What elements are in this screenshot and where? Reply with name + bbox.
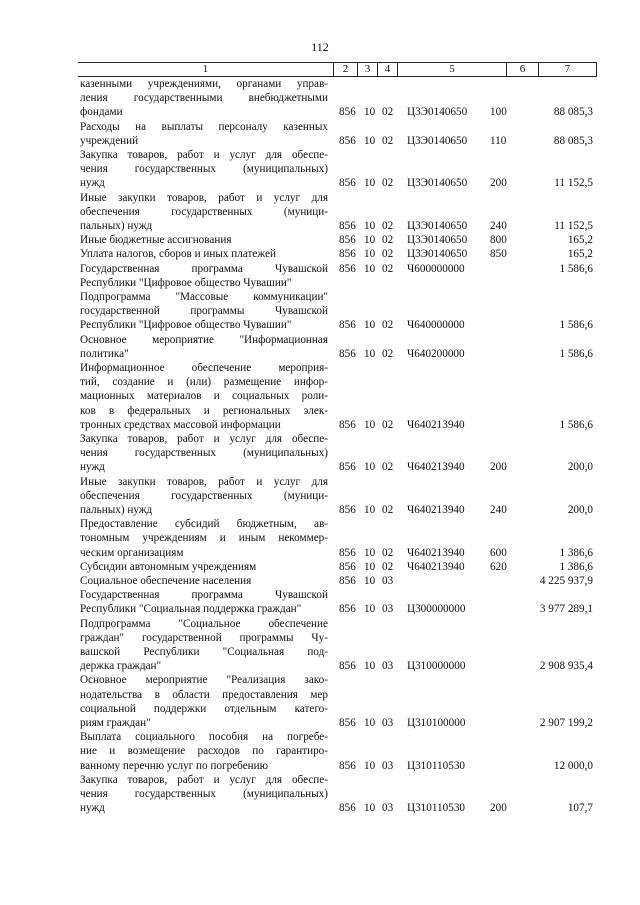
cell-ministry-code: 856 xyxy=(339,319,356,332)
cell-amount: 12 000,0 xyxy=(553,759,593,772)
row-description xyxy=(80,77,328,120)
row-description xyxy=(80,673,328,730)
description-line: фондами xyxy=(80,106,123,119)
row-description xyxy=(80,517,328,560)
table-row xyxy=(0,617,640,674)
cell-target-article: Ц3Э0140650 xyxy=(407,177,468,190)
cell-ministry-code: 856 xyxy=(339,716,356,729)
description-line: Подпрограмма "Социальное обеспечение xyxy=(80,617,328,630)
cell-ministry-code: 856 xyxy=(339,660,356,673)
description-line: Предоставление субсидий бюджетным, ав- xyxy=(80,518,328,531)
cell-section: 10 xyxy=(364,234,376,247)
row-description xyxy=(80,120,328,148)
description-line: чения государственных (муниципальных) xyxy=(80,447,328,460)
cell-section: 10 xyxy=(364,134,376,147)
cell-ministry-code: 856 xyxy=(339,177,356,190)
cell-amount: 165,2 xyxy=(567,248,593,261)
cell-target-article: Ч640200000 xyxy=(407,347,465,360)
table-row xyxy=(0,333,640,361)
table-row xyxy=(0,574,640,588)
description-line: Иные закупки товаров, работ и услуг для xyxy=(80,191,328,204)
table-row xyxy=(0,148,640,191)
cell-amount: 1 386,6 xyxy=(559,560,593,573)
description-line: политика" xyxy=(80,347,129,360)
cell-ministry-code: 856 xyxy=(339,219,356,232)
cell-subsection: 03 xyxy=(382,660,394,673)
table-row xyxy=(0,432,640,475)
description-line: Информационное обеспечение мероприя- xyxy=(80,362,328,374)
cell-target-article: Ц3Э0140650 xyxy=(407,106,468,119)
cell-target-article: Ч640000000 xyxy=(407,319,465,332)
description-line: ванному перечню услуг по погребению xyxy=(80,759,268,772)
description-line: социальной поддержки отдельным катего- xyxy=(80,702,328,715)
row-description xyxy=(80,233,328,247)
header-col-1: 1 xyxy=(202,63,209,75)
row-description xyxy=(80,588,328,616)
description-line: Уплата налогов, сборов и иных платежей xyxy=(80,248,276,261)
row-description xyxy=(80,191,328,234)
cell-target-article: Ц300000000 xyxy=(407,603,466,616)
cell-amount: 1 586,6 xyxy=(559,319,593,332)
cell-target-article: Ц310000000 xyxy=(407,660,466,673)
cell-ministry-code: 856 xyxy=(339,603,356,616)
table-row xyxy=(0,560,640,574)
table-row xyxy=(0,77,640,120)
description-line: риям граждан" xyxy=(80,717,151,729)
table-row xyxy=(0,247,640,261)
cell-ministry-code: 856 xyxy=(339,134,356,147)
cell-ministry-code: 856 xyxy=(339,802,356,815)
cell-subsection: 02 xyxy=(382,418,394,431)
description-line: ления государственными внебюджетными xyxy=(80,92,328,105)
description-line: Расходы на выплаты персоналу казенных xyxy=(80,120,328,133)
cell-amount: 2 908 935,4 xyxy=(539,660,593,673)
row-description xyxy=(80,333,328,361)
description-line: Субсидии автономным учреждениям xyxy=(80,560,257,573)
cell-ministry-code: 856 xyxy=(339,546,356,559)
description-line: Социальное обеспечение населения xyxy=(80,575,252,587)
cell-section: 10 xyxy=(364,347,376,360)
row-description xyxy=(80,475,328,518)
cell-ministry-code: 856 xyxy=(339,248,356,261)
table-row xyxy=(0,773,640,816)
description-line: Основное мероприятие "Информационная xyxy=(80,333,328,346)
header-col-7: 7 xyxy=(538,63,597,76)
cell-subsection: 02 xyxy=(382,461,394,474)
table-row xyxy=(0,120,640,148)
table-row xyxy=(0,233,640,247)
cell-expense-type: 200 xyxy=(490,177,507,190)
cell-subsection: 02 xyxy=(382,234,394,247)
description-line: Основное мероприятие "Реализация зако- xyxy=(80,674,328,687)
description-line: нужд xyxy=(80,177,105,190)
cell-section: 10 xyxy=(364,759,376,772)
cell-section: 10 xyxy=(364,603,376,616)
cell-amount: 11 152,5 xyxy=(554,177,593,190)
cell-section: 10 xyxy=(364,262,376,275)
row-description xyxy=(80,361,328,432)
description-line: Закупка товаров, работ и услуг для обеспе- xyxy=(80,433,328,445)
page-number: 112 xyxy=(311,40,329,54)
cell-expense-type: 600 xyxy=(490,546,507,559)
cell-subsection: 02 xyxy=(382,134,394,147)
cell-subsection: 03 xyxy=(382,716,394,729)
description-line: Республики "Цифровое общество Чувашии" xyxy=(80,319,292,332)
cell-ministry-code: 856 xyxy=(339,461,356,474)
table-row xyxy=(0,588,640,616)
row-description xyxy=(80,290,328,333)
table-row xyxy=(0,191,640,234)
table-row xyxy=(0,361,640,432)
cell-amount: 165,2 xyxy=(567,234,593,247)
description-line: чения государственных (муниципальных) xyxy=(80,788,328,800)
description-line: держка граждан" xyxy=(80,660,162,673)
cell-amount: 1 386,6 xyxy=(559,546,593,559)
cell-expense-type: 850 xyxy=(490,248,507,261)
cell-expense-type: 620 xyxy=(490,560,507,573)
cell-ministry-code: 856 xyxy=(339,759,356,772)
cell-expense-type: 800 xyxy=(490,234,507,247)
cell-expense-type: 240 xyxy=(490,219,507,232)
cell-section: 10 xyxy=(364,248,376,261)
cell-section: 10 xyxy=(364,575,376,587)
description-line: граждан" государственной программы Чу- xyxy=(80,631,328,644)
cell-subsection: 02 xyxy=(382,177,394,190)
description-line: чения государственных (муниципальных) xyxy=(80,163,328,176)
cell-section: 10 xyxy=(364,503,376,516)
cell-target-article: Ц310110530 xyxy=(407,802,466,815)
row-description xyxy=(80,432,328,475)
row-description xyxy=(80,247,328,261)
table-row xyxy=(0,262,640,290)
cell-amount: 200,0 xyxy=(567,461,593,474)
cell-amount: 3 977 289,1 xyxy=(539,603,593,616)
cell-target-article: Ц310100000 xyxy=(407,716,466,729)
cell-amount: 88 085,3 xyxy=(553,134,593,147)
description-line: пальных) нужд xyxy=(80,220,153,232)
description-line: Иные бюджетные ассигнования xyxy=(80,234,232,247)
cell-amount: 11 152,5 xyxy=(554,219,593,232)
cell-section: 10 xyxy=(364,106,376,119)
cell-amount: 107,7 xyxy=(567,802,593,815)
cell-subsection: 02 xyxy=(382,106,394,119)
cell-section: 10 xyxy=(364,418,376,431)
cell-expense-type: 200 xyxy=(490,461,507,474)
cell-subsection: 03 xyxy=(382,575,394,587)
cell-amount: 1 586,6 xyxy=(559,262,593,275)
cell-target-article: Ч640213940 xyxy=(407,418,465,431)
description-line: обеспечения государственных (муници- xyxy=(80,205,328,218)
row-description xyxy=(80,617,328,674)
cell-amount: 2 907 199,2 xyxy=(539,716,593,729)
description-line: нодательства в области предоставления мер xyxy=(80,688,328,701)
cell-section: 10 xyxy=(364,802,376,815)
description-line: обеспечения государственных (муници- xyxy=(80,489,328,502)
row-description xyxy=(80,148,328,191)
cell-expense-type: 110 xyxy=(490,134,507,147)
description-line: Иные закупки товаров, работ и услуг для xyxy=(80,475,328,488)
row-description xyxy=(80,773,328,816)
cell-subsection: 02 xyxy=(382,262,394,275)
cell-subsection: 02 xyxy=(382,347,394,360)
description-line: тономным учреждениям и иным некоммер- xyxy=(80,532,328,545)
cell-ministry-code: 856 xyxy=(339,575,356,587)
description-line: ние и возмещение расходов по гарантиро- xyxy=(80,745,328,758)
cell-target-article: Ц3Э0140650 xyxy=(407,134,468,147)
cell-expense-type: 200 xyxy=(490,802,507,815)
cell-subsection: 02 xyxy=(382,560,394,573)
cell-ministry-code: 856 xyxy=(339,106,356,119)
table-row xyxy=(0,290,640,333)
description-line: ков в федеральных и региональных элек- xyxy=(80,404,328,417)
header-col-6: 6 xyxy=(506,63,538,76)
cell-ministry-code: 856 xyxy=(339,560,356,573)
description-line: Республики "Цифровое общество Чувашии" xyxy=(80,276,292,289)
cell-section: 10 xyxy=(364,716,376,729)
description-line: тронных средствах массовой информации xyxy=(80,418,281,431)
cell-subsection: 03 xyxy=(382,802,394,815)
cell-ministry-code: 856 xyxy=(339,503,356,516)
description-line: Закупка товаров, работ и услуг для обеспе- xyxy=(80,773,328,786)
cell-target-article: Ч600000000 xyxy=(407,262,465,275)
description-line: Государственная программа Чувашской xyxy=(80,589,328,602)
cell-subsection: 03 xyxy=(382,759,394,772)
description-line: тий, создание и (или) размещение инфор- xyxy=(80,376,328,389)
description-line: Подпрограмма "Массовые коммуникации" xyxy=(80,291,328,303)
row-description xyxy=(80,560,328,574)
row-description xyxy=(80,574,328,588)
row-description xyxy=(80,730,328,773)
cell-target-article: Ц3Э0140650 xyxy=(407,248,468,261)
header-col-5: 5 xyxy=(397,63,506,76)
description-line: Выплата социального пособия на погребе- xyxy=(80,731,328,744)
description-line: вашской Республики "Социальная под- xyxy=(80,646,328,658)
cell-section: 10 xyxy=(364,660,376,673)
cell-ministry-code: 856 xyxy=(339,418,356,431)
cell-subsection: 02 xyxy=(382,319,394,332)
cell-ministry-code: 856 xyxy=(339,262,356,275)
cell-target-article: Ч640213940 xyxy=(407,546,465,559)
table-row xyxy=(0,475,640,518)
description-line: нужд xyxy=(80,461,105,474)
description-line: нужд xyxy=(80,802,105,815)
cell-expense-type: 240 xyxy=(490,503,507,516)
table-row xyxy=(0,730,640,773)
cell-subsection: 03 xyxy=(382,603,394,616)
cell-amount: 1 586,6 xyxy=(559,347,593,360)
cell-subsection: 02 xyxy=(382,546,394,559)
cell-section: 10 xyxy=(364,461,376,474)
cell-section: 10 xyxy=(364,546,376,559)
table-row xyxy=(0,673,640,730)
cell-amount: 200,0 xyxy=(567,503,593,516)
cell-target-article: Ч640213940 xyxy=(407,560,465,573)
cell-target-article: Ц3Э0140650 xyxy=(407,234,468,247)
cell-section: 10 xyxy=(364,177,376,190)
row-description xyxy=(80,262,328,290)
cell-expense-type: 100 xyxy=(490,106,507,119)
cell-target-article: Ц3Э0140650 xyxy=(407,219,468,232)
cell-subsection: 02 xyxy=(382,219,394,232)
description-line: ческим организациям xyxy=(80,546,184,559)
description-line: Закупка товаров, работ и услуг для обеспе- xyxy=(80,149,328,161)
cell-ministry-code: 856 xyxy=(339,347,356,360)
description-line: мационных материалов и социальных роли- xyxy=(80,390,328,403)
cell-subsection: 02 xyxy=(382,248,394,261)
cell-amount: 4 225 937,9 xyxy=(539,575,593,587)
cell-target-article: Ч640213940 xyxy=(407,461,465,474)
description-line: учреждений xyxy=(80,134,139,147)
description-line: Республики "Социальная поддержка граждан" xyxy=(80,603,302,616)
header-col-2: 2 xyxy=(333,63,357,76)
description-line: казенными учреждениями, органами управ- xyxy=(80,78,328,90)
cell-amount: 1 586,6 xyxy=(559,418,593,431)
description-line: пальных) нужд xyxy=(80,504,153,516)
description-line: Государственная программа Чувашской xyxy=(80,262,328,275)
cell-target-article: Ч640213940 xyxy=(407,503,465,516)
header-col-3: 3 xyxy=(357,63,377,76)
cell-target-article: Ц310110530 xyxy=(407,759,466,772)
table-row xyxy=(0,517,640,560)
cell-amount: 88 085,3 xyxy=(553,106,593,119)
header-col-4: 4 xyxy=(377,63,397,76)
description-line: государственной программы Чувашской xyxy=(80,305,328,318)
cell-ministry-code: 856 xyxy=(339,234,356,247)
cell-section: 10 xyxy=(364,219,376,232)
cell-section: 10 xyxy=(364,319,376,332)
cell-section: 10 xyxy=(364,560,376,573)
cell-subsection: 02 xyxy=(382,503,394,516)
